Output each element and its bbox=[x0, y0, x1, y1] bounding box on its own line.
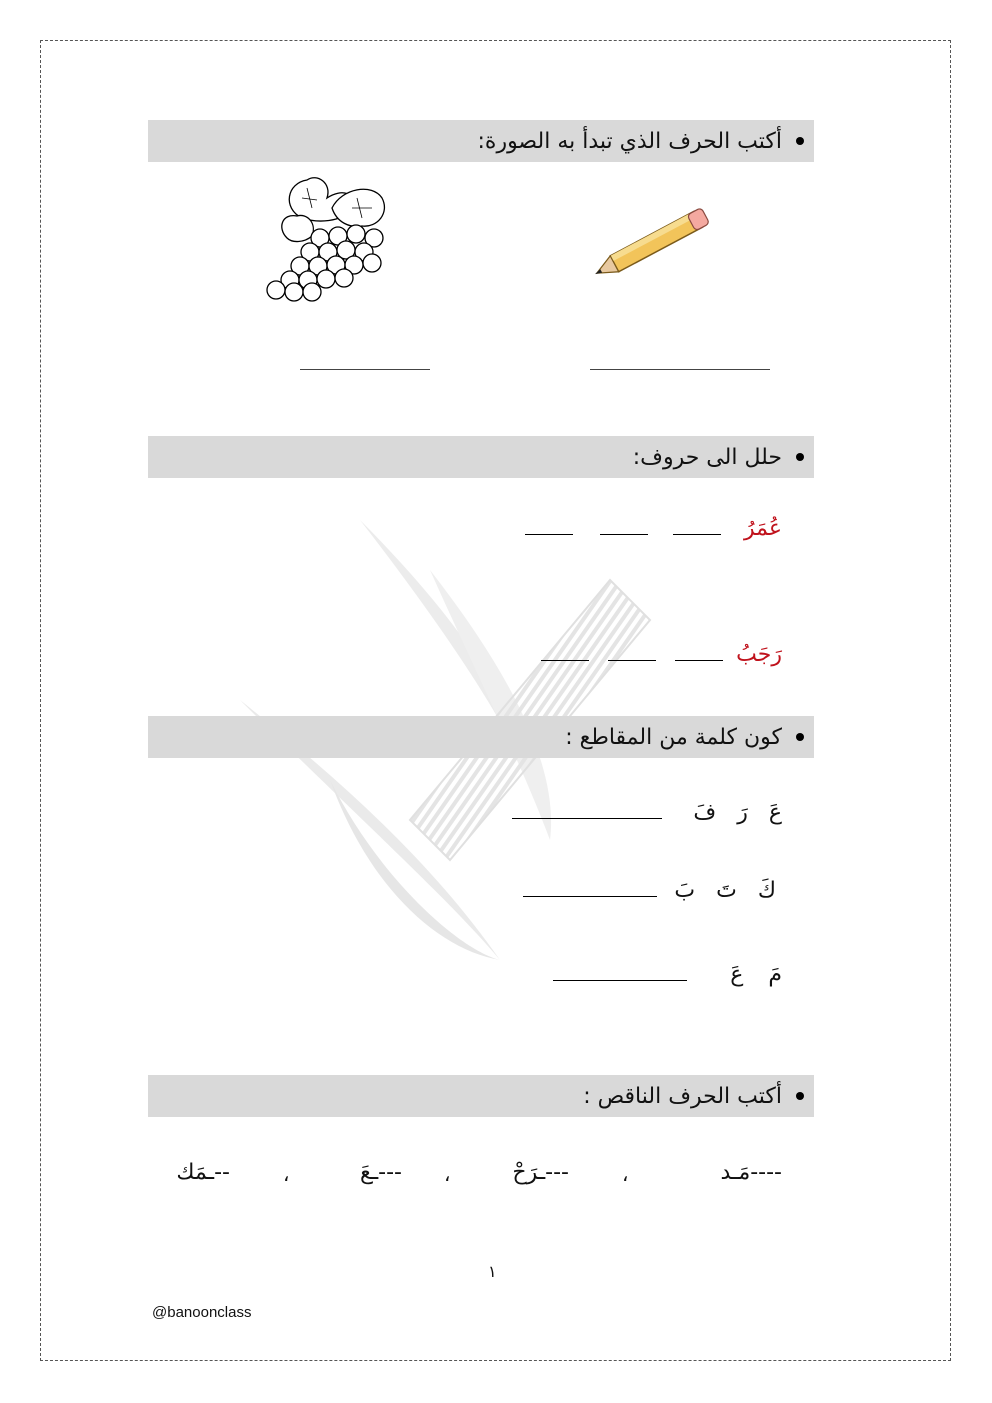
word-to-split: رَجَبُ bbox=[736, 642, 782, 667]
section-title: كون كلمة من المقاطع : bbox=[565, 724, 782, 750]
letter-blank[interactable] bbox=[525, 534, 573, 535]
word-blank[interactable] bbox=[512, 818, 662, 819]
missing-letter-word-2[interactable]: ---ـرَحْ bbox=[512, 1160, 569, 1185]
word-to-split: عُمَرُ bbox=[744, 516, 782, 541]
letter-blank[interactable] bbox=[675, 660, 723, 661]
letter-blank[interactable] bbox=[673, 534, 721, 535]
missing-letter-word-4[interactable]: --ـمَك bbox=[176, 1160, 230, 1185]
syllable: مَ bbox=[768, 962, 782, 987]
syllable-row-1 bbox=[512, 800, 782, 825]
bullet-icon bbox=[796, 1092, 804, 1100]
separator: ، bbox=[622, 1162, 629, 1186]
letter-blank[interactable] bbox=[608, 660, 656, 661]
syllable: كَ bbox=[757, 878, 776, 903]
grapes-icon bbox=[262, 168, 392, 303]
syllable: بَ bbox=[674, 878, 696, 903]
syllable-row-3 bbox=[553, 962, 782, 987]
split-row-2 bbox=[541, 642, 782, 667]
separator: ، bbox=[444, 1162, 451, 1186]
word-blank[interactable] bbox=[523, 896, 657, 897]
split-row-1 bbox=[525, 516, 782, 541]
section-title: أكتب الحرف الذي تبدأ به الصورة: bbox=[477, 128, 782, 154]
missing-letter-word-3[interactable]: ---ـعَ bbox=[360, 1160, 402, 1185]
bullet-icon bbox=[796, 453, 804, 461]
syllable-row-2 bbox=[523, 878, 776, 903]
page-number: ١ bbox=[488, 1262, 497, 1281]
syllable: عَ bbox=[768, 800, 782, 825]
answer-line-grapes[interactable] bbox=[300, 369, 430, 370]
letter-blank[interactable] bbox=[600, 534, 648, 535]
missing-letter-word-1[interactable]: ----مَـد bbox=[720, 1160, 782, 1185]
section-title: أكتب الحرف الناقص : bbox=[583, 1083, 782, 1109]
word-blank[interactable] bbox=[553, 980, 687, 981]
bullet-icon bbox=[796, 733, 804, 741]
syllable: رَ bbox=[737, 800, 748, 825]
separator: ، bbox=[283, 1162, 290, 1186]
section-header-form-word bbox=[148, 716, 814, 758]
bullet-icon bbox=[796, 137, 804, 145]
section-title: حلل الى حروف: bbox=[632, 444, 782, 470]
syllable: تَ bbox=[716, 878, 737, 903]
letter-blank[interactable] bbox=[541, 660, 589, 661]
section-header-missing-letter bbox=[148, 1075, 814, 1117]
section-header-split-letters bbox=[148, 436, 814, 478]
syllable: عَ bbox=[730, 962, 744, 987]
answer-line-pencil[interactable] bbox=[590, 369, 770, 370]
pencil-icon bbox=[585, 205, 720, 285]
syllable: فَ bbox=[693, 800, 717, 825]
credit-handle: @banoonclass bbox=[152, 1304, 252, 1321]
section-header-first-letter bbox=[148, 120, 814, 162]
